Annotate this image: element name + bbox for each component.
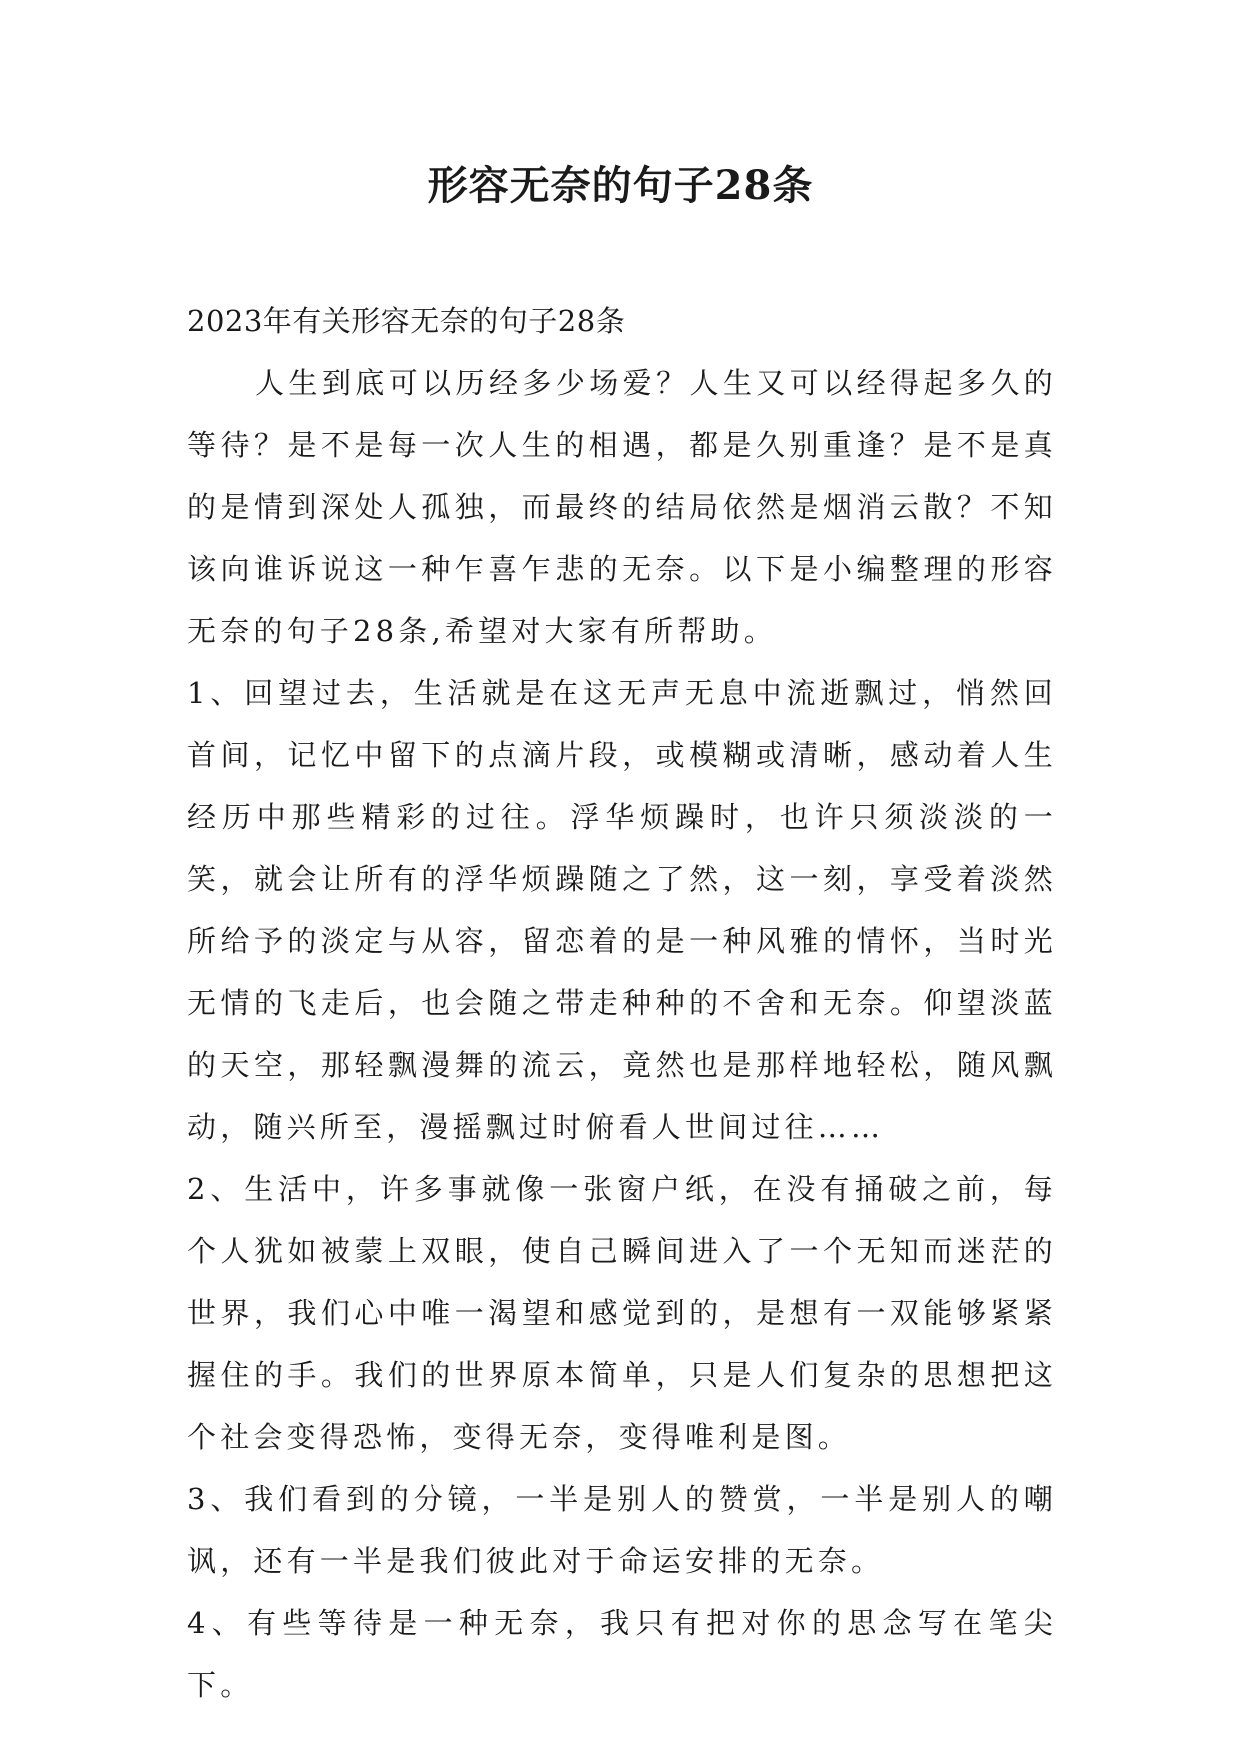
list-item: 4、有些等待是一种无奈，我只有把对你的思念写在笔尖下。 <box>187 1606 1057 1702</box>
intro-paragraph: 人生到底可以历经多少场爱？人生又可以经得起多久的等待？是不是每一次人生的相遇，都是久别重逢？是不是真的是情到深处人孤独，而最终的结局依然是烟消云散？不知该向谁诉说这一种乍喜乍悲的无奈。以下是小编整理的形容无奈的句子28条,希望对大家有所帮助。 <box>187 366 1057 648</box>
list-item: 1、回望过去，生活就是在这无声无息中流逝飘过，悄然回首间，记忆中留下的点滴片段，或模糊或清晰，感动着人生经历中那些精彩的过往。浮华烦躁时，也许只须淡淡的一笑，就会让所有的浮华烦躁随之了然，这一刻，享受着淡然所给予的淡定与从容，留恋着的是一种风雅的情怀，当时光无情的飞走后，也会随之带走种种的不舍和无奈。仰望淡蓝的天空，那轻飘漫舞的流云，竟然也是那样地轻松，随风飘动，随兴所至，漫摇飘过时俯看人世间过往…… <box>187 676 1057 1144</box>
document-title: 形容无奈的句子28条 <box>427 162 814 209</box>
document-body <box>187 290 1057 1716</box>
document-subtitle: 2023年有关形容无奈的句子28条 <box>187 304 626 338</box>
list-item: 3、我们看到的分镜，一半是别人的赞赏，一半是别人的嘲讽，还有一半是我们彼此对于命运安排的无奈。 <box>187 1482 1057 1578</box>
list-item: 2、生活中，许多事就像一张窗户纸，在没有捅破之前，每个人犹如被蒙上双眼，使自己瞬间进入了一个无知而迷茫的世界，我们心中唯一渴望和感觉到的，是想有一双能够紧紧握住的手。我们的世界原本简单，只是人们复杂的思想把这个社会变得恐怖，变得无奈，变得唯利是图。 <box>187 1172 1057 1454</box>
